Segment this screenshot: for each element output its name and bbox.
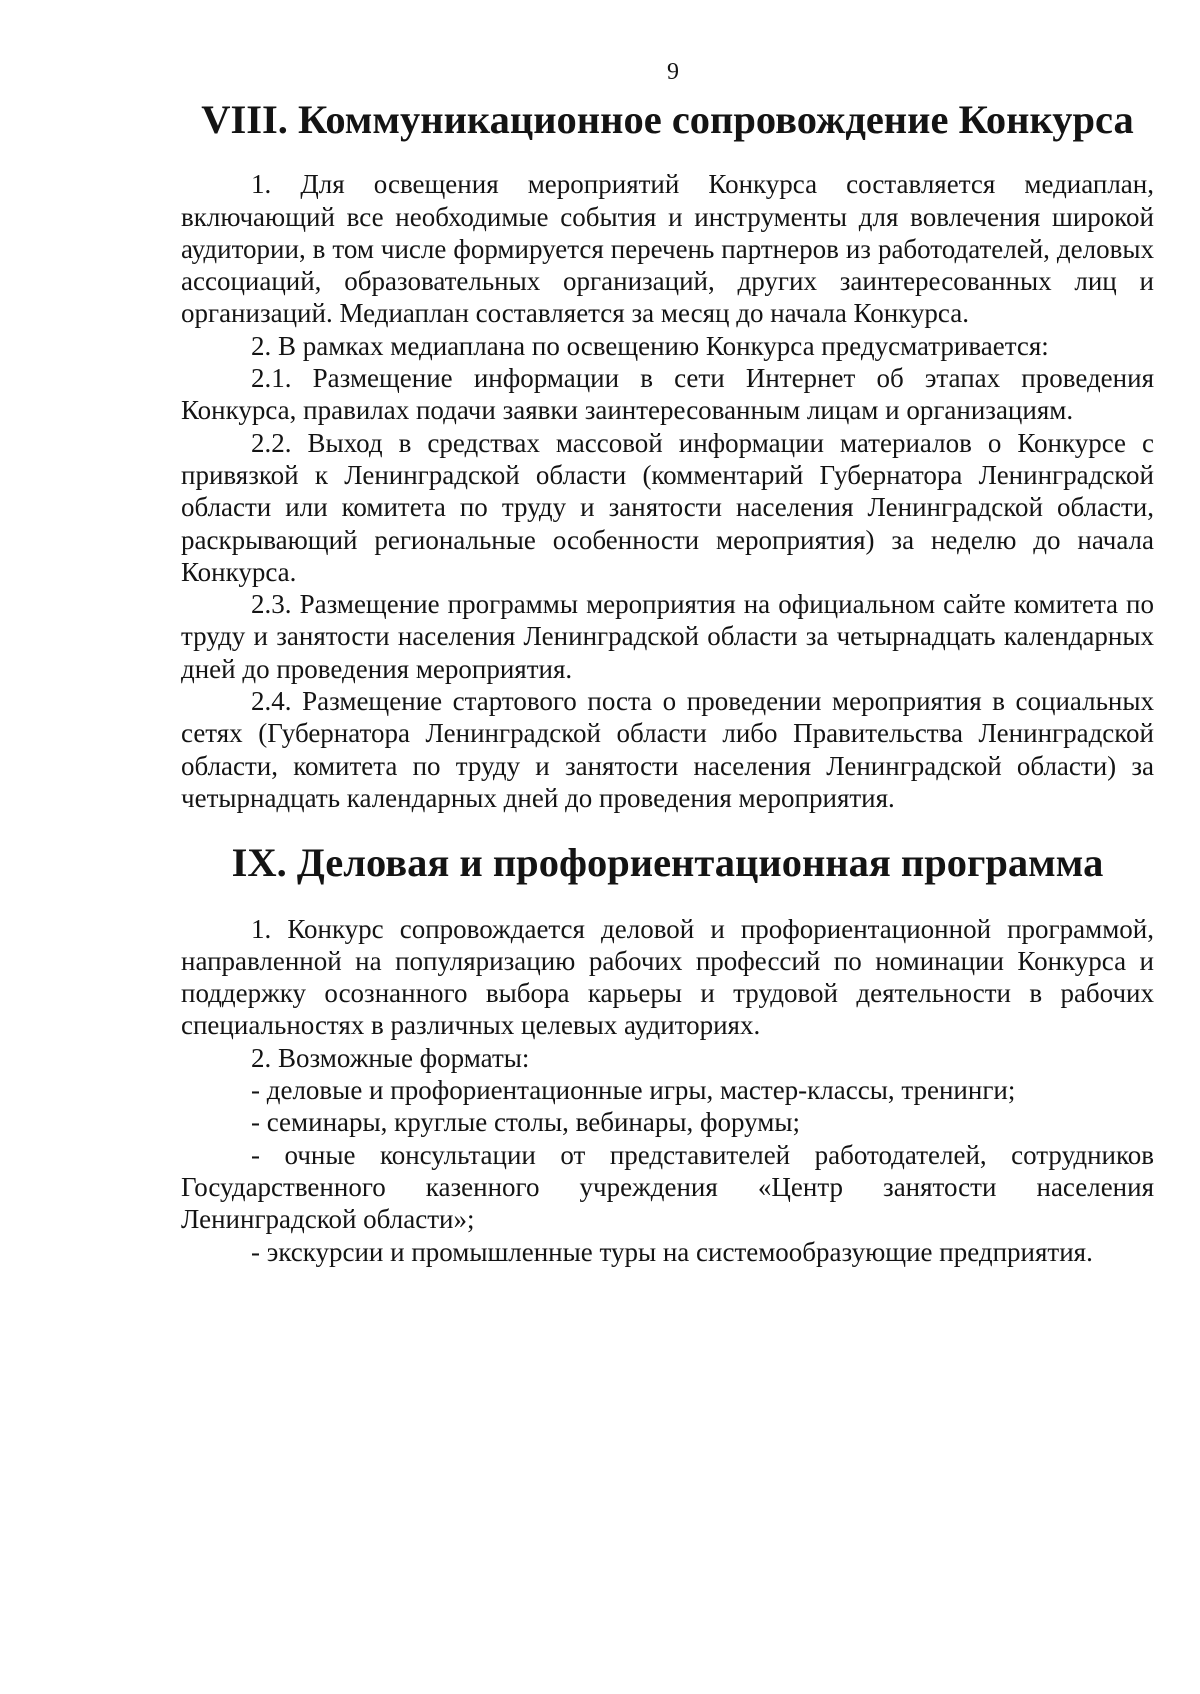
section-9-paragraph: 1. Конкурс сопровождается деловой и профориентационной программой, направленной на популяризацию рабочих профессий по номинации Конкурса и поддержку осознанного выбора карьеры и трудовой деятельности в рабочих специальностях в различных целевых аудиториях.: [181, 913, 1154, 1041]
section-8-paragraph: 2.4. Размещение стартового поста о проведении мероприятия в социальных сетях (Губернатора Ленинградской области либо Правительства Ленинградской области, комитета по труду и занятости населения Ленинградской области) за четырнадцать календарных дней до проведения мероприятия.: [181, 686, 1154, 813]
section-8-paragraph: 2. В рамках медиаплана по освещению Конкурса предусматривается:: [251, 330, 1049, 361]
section-8-paragraph: 1. Для освещения мероприятий Конкурса составляется медиаплан, включающий все необходимые события и инструменты для вовлечения широкой аудитории, в том числе формируется перечень партнеров из работодателей, деловых ассоциаций, образовательных организаций, других заинтересованных лиц и организаций. Медиаплан составляется за месяц до начала Конкурса.: [181, 169, 1154, 329]
section-8-paragraph: 2.2. Выход в средствах массовой информации материалов о Конкурсе с привязкой к Ленинградской области (комментарий Губернатора Ленинградской области или комитета по труду и занятости населения Ленинградской области, раскрывающий региональные особенности мероприятия) за неделю до начала Конкурса.: [181, 427, 1154, 587]
section-9-list-item: - семинары, круглые столы, вебинары, форумы;: [251, 1107, 800, 1138]
document-body: [181, 97, 1154, 1268]
section-9-paragraph: 2. Возможные форматы:: [251, 1042, 530, 1073]
section-9-list-item: - экскурсии и промышленные туры на системообразующие предприятия.: [251, 1236, 1093, 1267]
page-number: 9: [667, 59, 679, 85]
section-9-list-item: - очные консультации от представителей работодателей, сотрудников Государственного казенного учреждения «Центр занятости населения Ленинградской области»;: [181, 1139, 1154, 1235]
section-8-paragraph: 2.1. Размещение информации в сети Интернет об этапах проведения Конкурса, правилах подачи заявки заинтересованным лицам и организациям.: [181, 363, 1154, 426]
section-9-heading: IX. Деловая и профориентационная программа: [231, 840, 1104, 886]
section-9-list-item: - деловые и профориентационные игры, мастер-классы, тренинги;: [251, 1075, 1016, 1106]
section-8-heading: VIII. Коммуникационное сопровождение Конкурса: [201, 97, 1134, 142]
section-8-paragraph: 2.3. Размещение программы мероприятия на официальном сайте комитета по труду и занятости населения Ленинградской области за четырнадцать календарных дней до проведения мероприятия.: [181, 589, 1154, 684]
